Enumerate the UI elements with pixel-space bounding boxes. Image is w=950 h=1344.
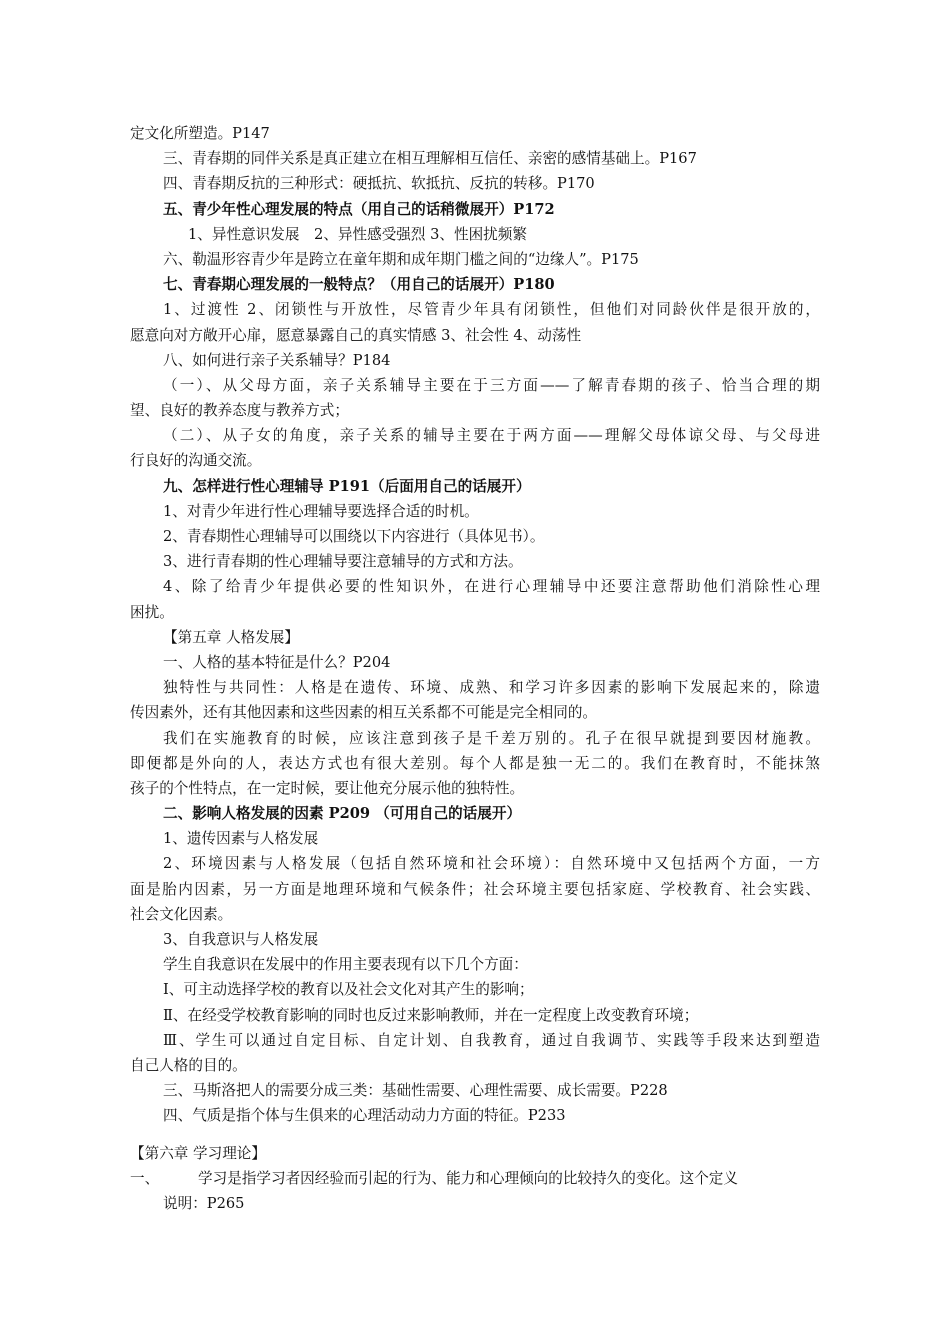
text-line: 六、勒温形容青少年是跨立在童年期和成年期门槛之间的“边缘人”。P175 [163, 250, 639, 268]
text-line: 独特性与共同性：人格是在遗传、环境、成熟、和学习许多因素的影响下发展起来的，除遗 [163, 679, 820, 697]
list-item-text: 学习是指学习者因经验而引起的行为、能力和心理倾向的比较持久的变化。这个定义 [198, 1170, 738, 1188]
text-line: 学生自我意识在发展中的作用主要表现有以下几个方面： [163, 956, 528, 974]
text-line: 困扰。 [130, 603, 174, 621]
text-line: 1、遗传因素与人格发展 [163, 830, 319, 848]
text-line: 孩子的个性特点，在一定时候，要让他充分展示他的独特性。 [130, 779, 525, 797]
text-line: 2、青春期性心理辅导可以围绕以下内容进行（具体见书）。 [163, 528, 545, 545]
text-line: 三、马斯洛把人的需要分成三类：基础性需要、心理性需要、成长需要。P228 [163, 1082, 668, 1100]
text-line: 自己人格的目的。 [130, 1056, 247, 1074]
text-line: Ⅲ、学生可以通过自定目标、自定计划、自我教育，通过自我调节、实践等手段来达到塑造 [163, 1031, 820, 1049]
text-line: 4、除了给青少年提供必要的性知识外，在进行心理辅导中还要注意帮助他们消除性心理 [163, 578, 820, 596]
list-item [130, 1166, 820, 1191]
section-heading: 二、影响人格发展的因素 P209 （可用自己的话展开） [163, 805, 522, 823]
text-line: 我们在实施教育的时候，应该注意到孩子是千差万别的。孔子在很早就提到要因材施教。 [163, 729, 820, 747]
text-line: 一、人格的基本特征是什么？P204 [163, 653, 391, 671]
text-line: （二）、从子女的角度，亲子关系的辅导主要在于两方面——理解父母体谅父母、与父母进 [163, 427, 820, 445]
text-line: （一）、从父母方面，亲子关系辅导主要在于三方面——了解青春期的孩子、恰当合理的期 [163, 376, 820, 394]
text-line: 1、异性意识发展 2、异性感受强烈 3、性困扰频繁 [188, 225, 527, 243]
text-line: 2、环境因素与人格发展（包括自然环境和社会环境）：自然环境中又包括两个方面，一方 [163, 855, 820, 873]
chapter6-block [130, 1141, 820, 1217]
chapter-heading: 【第五章 人格发展】 [163, 628, 299, 646]
text-line: 说明：P265 [163, 1195, 245, 1213]
text-line: 传因素外，还有其他因素和这些因素的相互关系都不可能是完全相同的。 [130, 704, 598, 722]
section-heading: 九、怎样进行性心理辅导 P191（后面用自己的话展开） [163, 477, 531, 495]
text-line: 愿意向对方敞开心扉，愿意暴露自己的真实情感 3、社会性 4、动荡性 [130, 326, 582, 344]
text-line: 3、进行青春期的性心理辅导要注意辅导的方式和方法。 [163, 553, 523, 571]
text-line: 1、对青少年进行性心理辅导要选择合适的时机。 [163, 502, 479, 520]
text-line: 八、如何进行亲子关系辅导？P184 [163, 351, 391, 369]
text-line: 面是胎内因素，另一方面是地理环境和气候条件；社会环境主要包括家庭、学校教育、社会实践、 [130, 880, 820, 898]
text-line: 行良好的沟通交流。 [130, 452, 262, 470]
section-heading: 七、青春期心理发展的一般特点？（用自己的话展开）P180 [163, 276, 555, 294]
text-line: 社会文化因素。 [130, 905, 233, 923]
text-line: 1、过渡性 2、闭锁性与开放性，尽管青少年具有闭锁性，但他们对同龄伙伴是很开放的， [163, 301, 820, 319]
section-heading: 五、青少年性心理发展的特点（用自己的话稍微展开）P172 [163, 200, 555, 218]
text-line: 即便都是外向的人，表达方式也有很大差别。每个人都是独一无二的。我们在教育时，不能抹煞 [130, 754, 820, 772]
chapter-heading: 【第六章 学习理论】 [130, 1145, 266, 1162]
text-line: Ⅰ、可主动选择学校的教育以及社会文化对其产生的影响； [163, 981, 534, 999]
text-line: 四、气质是指个体与生俱来的心理活动动力方面的特征。P233 [163, 1107, 566, 1125]
list-item-number: 一、 [130, 1170, 160, 1188]
document-body [130, 121, 820, 1129]
text-line: 三、青春期的同伴关系是真正建立在相互理解相互信任、亲密的感情基础上。P167 [163, 150, 697, 168]
text-line: 3、自我意识与人格发展 [163, 931, 319, 948]
text-line: 四、青春期反抗的三种形式：硬抵抗、软抵抗、反抗的转移。P170 [163, 175, 595, 193]
text-line: 望、良好的教养态度与教养方式； [130, 402, 349, 420]
text-line: 定文化所塑造。P147 [130, 125, 270, 142]
text-line: Ⅱ、在经受学校教育影响的同时也反过来影响教师，并在一定程度上改变教育环境； [163, 1006, 699, 1024]
